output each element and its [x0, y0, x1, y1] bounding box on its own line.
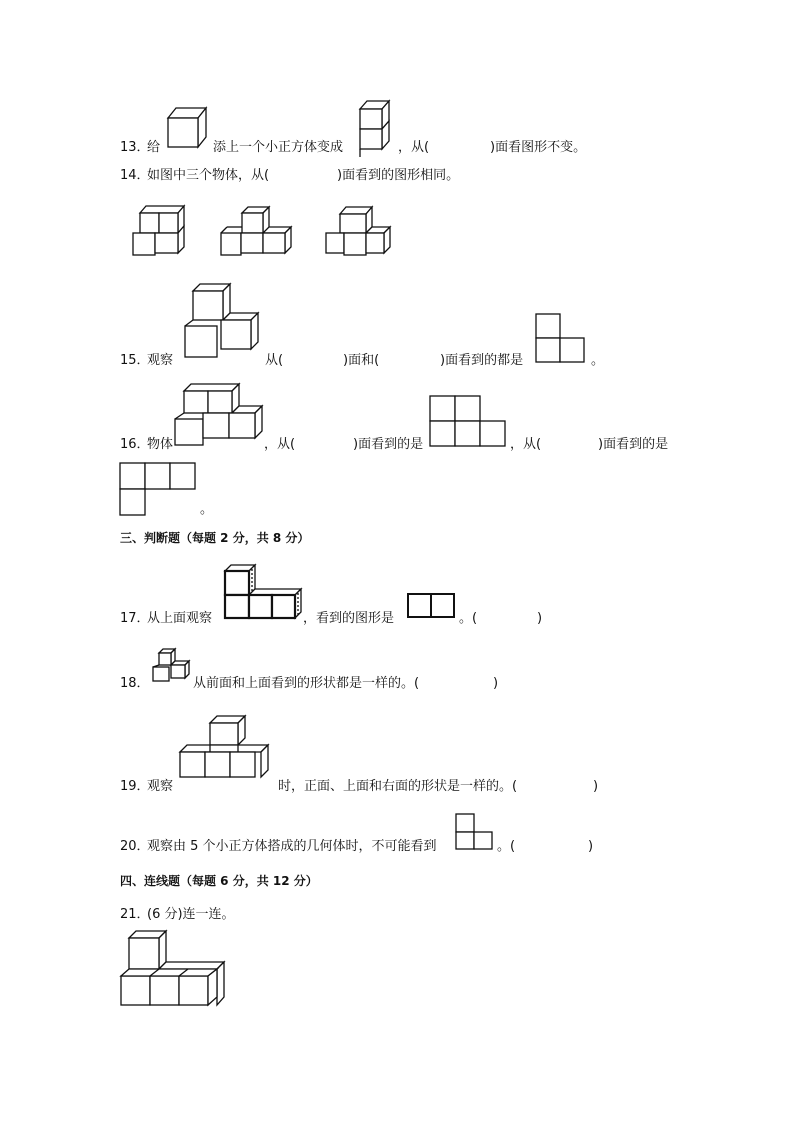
q16-view-shape-2-figure: [118, 461, 198, 517]
q19-text-a: 观察: [147, 779, 174, 794]
section-4-heading: 四、连线题（每题 6 分，共 12 分）: [120, 874, 318, 888]
q15-object-figure: [182, 282, 262, 362]
q16-text-b: ，从(: [264, 437, 296, 452]
q13-text-d: )面看图形不变。: [490, 140, 587, 155]
q13-stacked-cubes-figure: [358, 99, 392, 161]
q18-object-figure: [151, 647, 193, 683]
q21-number: 21．: [120, 907, 150, 922]
q16-view-shape-1-figure: [428, 394, 508, 448]
q15-text-b: 从(: [265, 353, 284, 368]
q17-text-a: 从上面观察: [147, 611, 213, 626]
q15-text-a: 观察: [147, 353, 174, 368]
q15-text-e: 。: [591, 353, 605, 368]
q16-text-f: 。: [200, 502, 214, 517]
q15-number: 15．: [120, 353, 150, 368]
q19-number: 19．: [120, 779, 150, 794]
q20-number: 20．: [120, 839, 150, 854]
q17-text-b: ，看到的图形是: [303, 611, 395, 626]
q14-object-2-figure: [219, 204, 295, 260]
q13-text-a: 给: [147, 140, 161, 155]
q16-number: 16．: [120, 437, 150, 452]
q13-single-cube-figure: [166, 104, 210, 150]
q14-text-a: 如图中三个物体，从(: [147, 168, 270, 183]
q17-object-figure: [223, 562, 305, 620]
q16-text-a: 物体: [147, 437, 174, 452]
q13-number: 13．: [120, 140, 150, 155]
q16-text-d: ，从(: [510, 437, 542, 452]
q16-text-c: )面看到的是: [353, 437, 424, 452]
q21-text-a: (6 分)连一连。: [147, 907, 235, 922]
q16-text-e: )面看到的是: [598, 437, 669, 452]
q14-number: 14．: [120, 168, 150, 183]
q18-text-b: ): [493, 676, 499, 691]
q19-text-c: ): [593, 779, 599, 794]
q13-text-c: ，从(: [398, 140, 430, 155]
q19-object-figure: [178, 714, 272, 782]
q14-text-b: )面看到的图形相同。: [337, 168, 460, 183]
q16-object-figure: [172, 382, 268, 448]
q14-object-3-figure: [324, 204, 394, 260]
q15-text-c: )面和(: [343, 353, 380, 368]
section-3-heading: 三、判断题（每题 2 分，共 8 分）: [120, 531, 310, 545]
q19-text-b: 时，正面、上面和右面的形状是一样的。(: [278, 779, 518, 794]
q20-text-b: 。(: [497, 839, 516, 854]
q15-text-d: )面看到的都是: [440, 353, 524, 368]
q21-object-figure: [118, 929, 228, 1009]
q13-text-b: 添上一个小正方体变成: [213, 140, 344, 155]
q17-text-c: 。(: [459, 611, 478, 626]
q17-top-view-shape-figure: [406, 592, 456, 620]
q17-text-d: ): [537, 611, 543, 626]
q18-text-a: 从前面和上面看到的形状都是一样的。(: [193, 676, 420, 691]
q15-view-shape-figure: [534, 312, 588, 364]
q17-number: 17．: [120, 611, 150, 626]
q18-number: 18．: [120, 676, 150, 691]
q14-object-1-figure: [131, 203, 191, 261]
q20-text-c: ): [588, 839, 594, 854]
q20-text-a: 观察由 5 个小正方体搭成的几何体时，不可能看到: [147, 839, 437, 854]
q20-view-shape-figure: [454, 812, 496, 852]
